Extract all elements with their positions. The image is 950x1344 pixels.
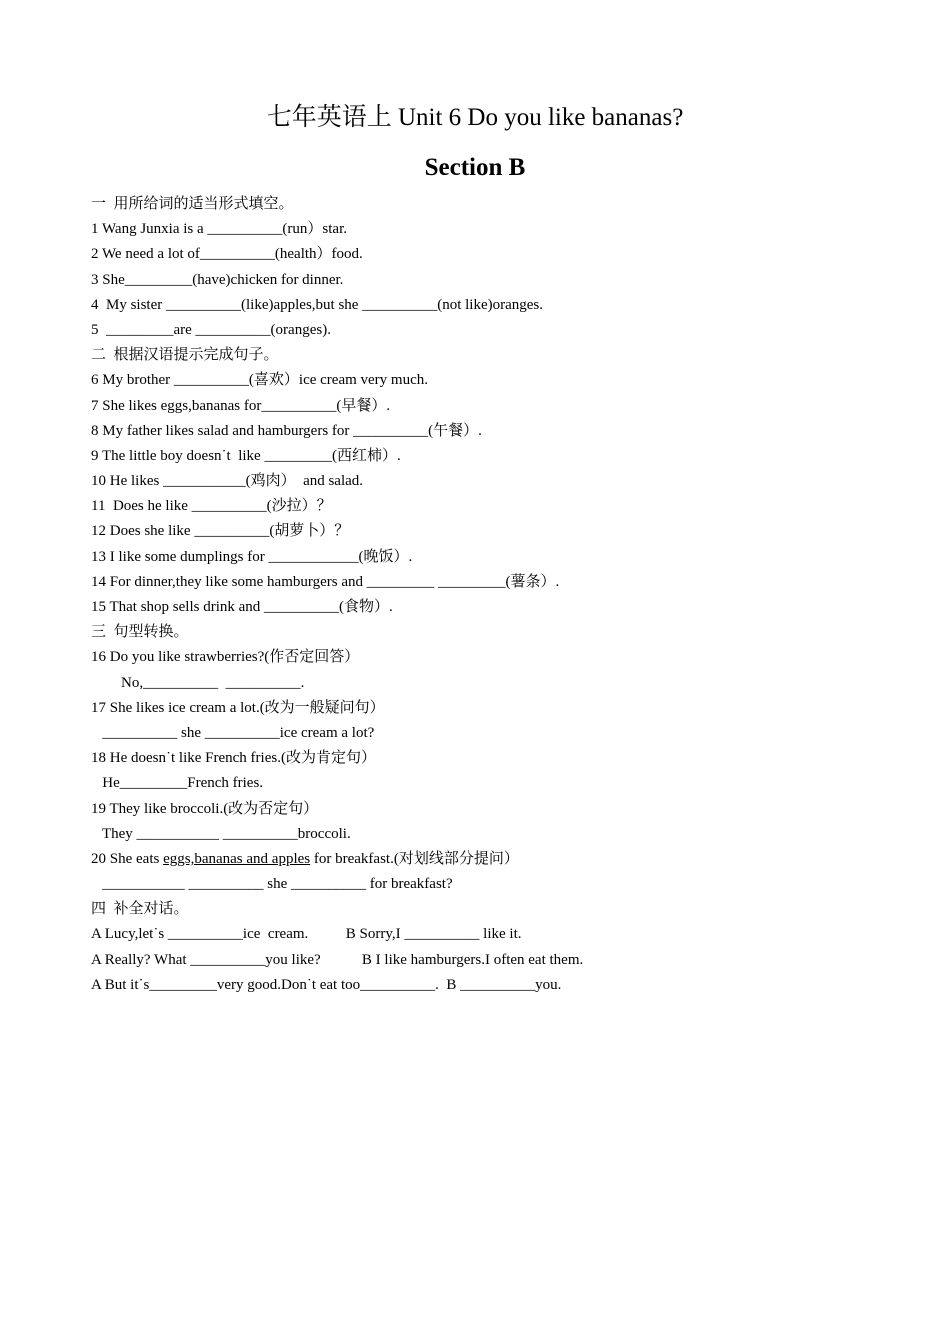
line-text: 一 用所给词的适当形式填空。 (91, 196, 294, 212)
exercise-line (91, 746, 891, 771)
line-text: 二 根据汉语提示完成句子。 (91, 347, 279, 364)
line-text: A Lucy,let˙s __________ice cream. B Sorry,I __________ like it. (91, 926, 522, 943)
worksheet-title: 七年英语上 Unit 6 Do you like bananas? (266, 104, 684, 131)
line-text: 15 That shop sells drink and __________(食物）. (91, 599, 393, 615)
line-text: They ___________ __________broccoli. (91, 825, 351, 842)
line-text: 17 She likes ice cream a lot.(改为一般疑问句） (91, 699, 385, 716)
line-text: A But it˙s_________very good.Don˙t eat too__________. B __________you. (91, 976, 562, 993)
exercise-line (91, 847, 891, 872)
section-heading: Section B (424, 154, 526, 181)
line-text: 1 Wang Junxia is a __________(run）star. (91, 221, 347, 238)
exercise-line (91, 192, 891, 217)
exercise-line (91, 948, 891, 973)
exercise-line (91, 217, 891, 242)
exercise-line (91, 242, 891, 267)
exercise-line (91, 494, 891, 519)
exercise-line (91, 570, 891, 595)
exercise-line (91, 318, 891, 343)
exercise-line (91, 595, 891, 620)
exercise-line (91, 897, 891, 922)
line-text: __________ she __________ice cream a lot? (91, 724, 375, 741)
line-text: 14 For dinner,they like some hamburgers and _________ _________(薯条）. (91, 573, 560, 590)
exercise-line (91, 293, 891, 318)
line-text: He_________French fries. (91, 775, 264, 792)
line-text: ___________ __________ she __________ for breakfast? (91, 876, 453, 893)
line-text: 19 They like broccoli.(改为否定句） (91, 800, 319, 817)
exercise-line (91, 444, 891, 469)
exercise-line (91, 268, 891, 293)
line-text: 7 She likes eggs,bananas for__________(早餐）. (91, 397, 391, 414)
line-text: 3 She_________(have)chicken for dinner. (91, 271, 344, 288)
exercise-line (91, 343, 891, 368)
line-text: 5 _________are __________(oranges). (91, 321, 331, 338)
exercise-line (91, 419, 891, 444)
exercise-line (91, 671, 891, 696)
exercise-line (91, 872, 891, 897)
exercise-line (91, 620, 891, 645)
exercise-line (91, 368, 891, 393)
exercise-list (91, 192, 891, 998)
line-text: 10 He likes ___________(鸡肉） and salad. (91, 473, 364, 490)
exercise-line (91, 822, 891, 847)
exercise-line (91, 797, 891, 822)
line-text: 9 The little boy doesn˙t like _________(西红柿）. (91, 447, 401, 464)
exercise-line (91, 721, 891, 746)
line-text: 2 We need a lot of__________(health）food. (91, 246, 363, 263)
underlined-text: eggs,bananas and apples (163, 850, 311, 867)
line-text: 4 My sister __________(like)apples,but she __________(not like)oranges. (91, 296, 544, 313)
exercise-line (91, 519, 891, 544)
exercise-line (91, 645, 891, 670)
exercise-line (91, 771, 891, 796)
line-text: for breakfast.(对划线部分提问） (310, 850, 519, 867)
line-text: 6 My brother __________(喜欢）ice cream very much. (91, 372, 428, 389)
line-text: 三 句型转换。 (91, 624, 189, 641)
line-text: 18 He doesn˙t like French fries.(改为肯定句） (91, 750, 376, 767)
exercise-line (91, 696, 891, 721)
line-text: 8 My father likes salad and hamburgers for __________(午餐）. (91, 422, 482, 439)
line-text: 13 I like some dumplings for ____________(晚饭）. (91, 548, 413, 565)
exercise-line (91, 394, 891, 419)
line-text: 11 Does he like __________(沙拉）？ (91, 498, 332, 515)
line-text: A Really? What __________you like? B I like hamburgers.I often eat them. (91, 951, 584, 968)
exercise-line (91, 973, 891, 998)
line-text: 20 She eats (91, 850, 164, 867)
line-text: 12 Does she like __________(胡萝卜）？ (91, 523, 350, 540)
exercise-line (91, 545, 891, 570)
line-text: 16 Do you like strawberries?(作否定回答） (91, 649, 360, 666)
line-text: No,__________ __________. (91, 674, 305, 691)
exercise-line (91, 469, 891, 494)
exercise-line (91, 922, 891, 947)
line-text: 四 补全对话。 (91, 901, 189, 918)
